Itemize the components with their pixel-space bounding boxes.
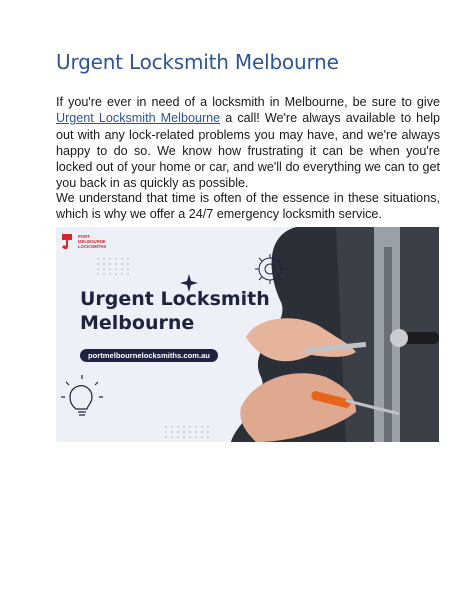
paragraph-intro <box>56 94 440 192</box>
urgent-locksmith-link[interactable]: Urgent Locksmith Melbourne <box>56 111 221 126</box>
logo-line: PORT <box>78 234 90 239</box>
lock-cylinder <box>390 329 408 347</box>
dot-grid-bottom <box>165 426 209 438</box>
logo <box>60 232 106 254</box>
paragraph-service: We understand that time is often of the essence in these situations, which is why we offer a 24/7 emergency locksmith service. <box>56 191 440 222</box>
lightbulb-icon <box>61 375 103 415</box>
promo-banner-image <box>56 227 439 442</box>
banner-heading-line1: Urgent Locksmith <box>80 288 270 310</box>
paragraph-intro-end: a call! We're always available to help out with any lock-related problems you may have, and we're always happy to do so. We know how frustrating it can be when you're locked out of your home or car, and we'll do everything we can to get you back in as quickly as possible. <box>56 111 440 191</box>
logo-icon <box>60 232 74 252</box>
paragraph-intro-start: If you're ever in need of a locksmith in Melbourne, be sure to give <box>56 95 440 109</box>
gear-icon <box>255 254 285 284</box>
dot-grid-top <box>97 258 129 275</box>
page-title: Urgent Locksmith Melbourne <box>56 50 339 74</box>
banner-heading <box>80 287 270 335</box>
banner-url-pill: portmelbournelocksmiths.com.au <box>80 349 218 362</box>
logo-text <box>78 235 110 249</box>
logo-line: LOCKSMITHS <box>78 243 107 249</box>
banner-heading-line2: Melbourne <box>80 312 195 334</box>
logo-line: MELBOURNE <box>78 238 106 244</box>
